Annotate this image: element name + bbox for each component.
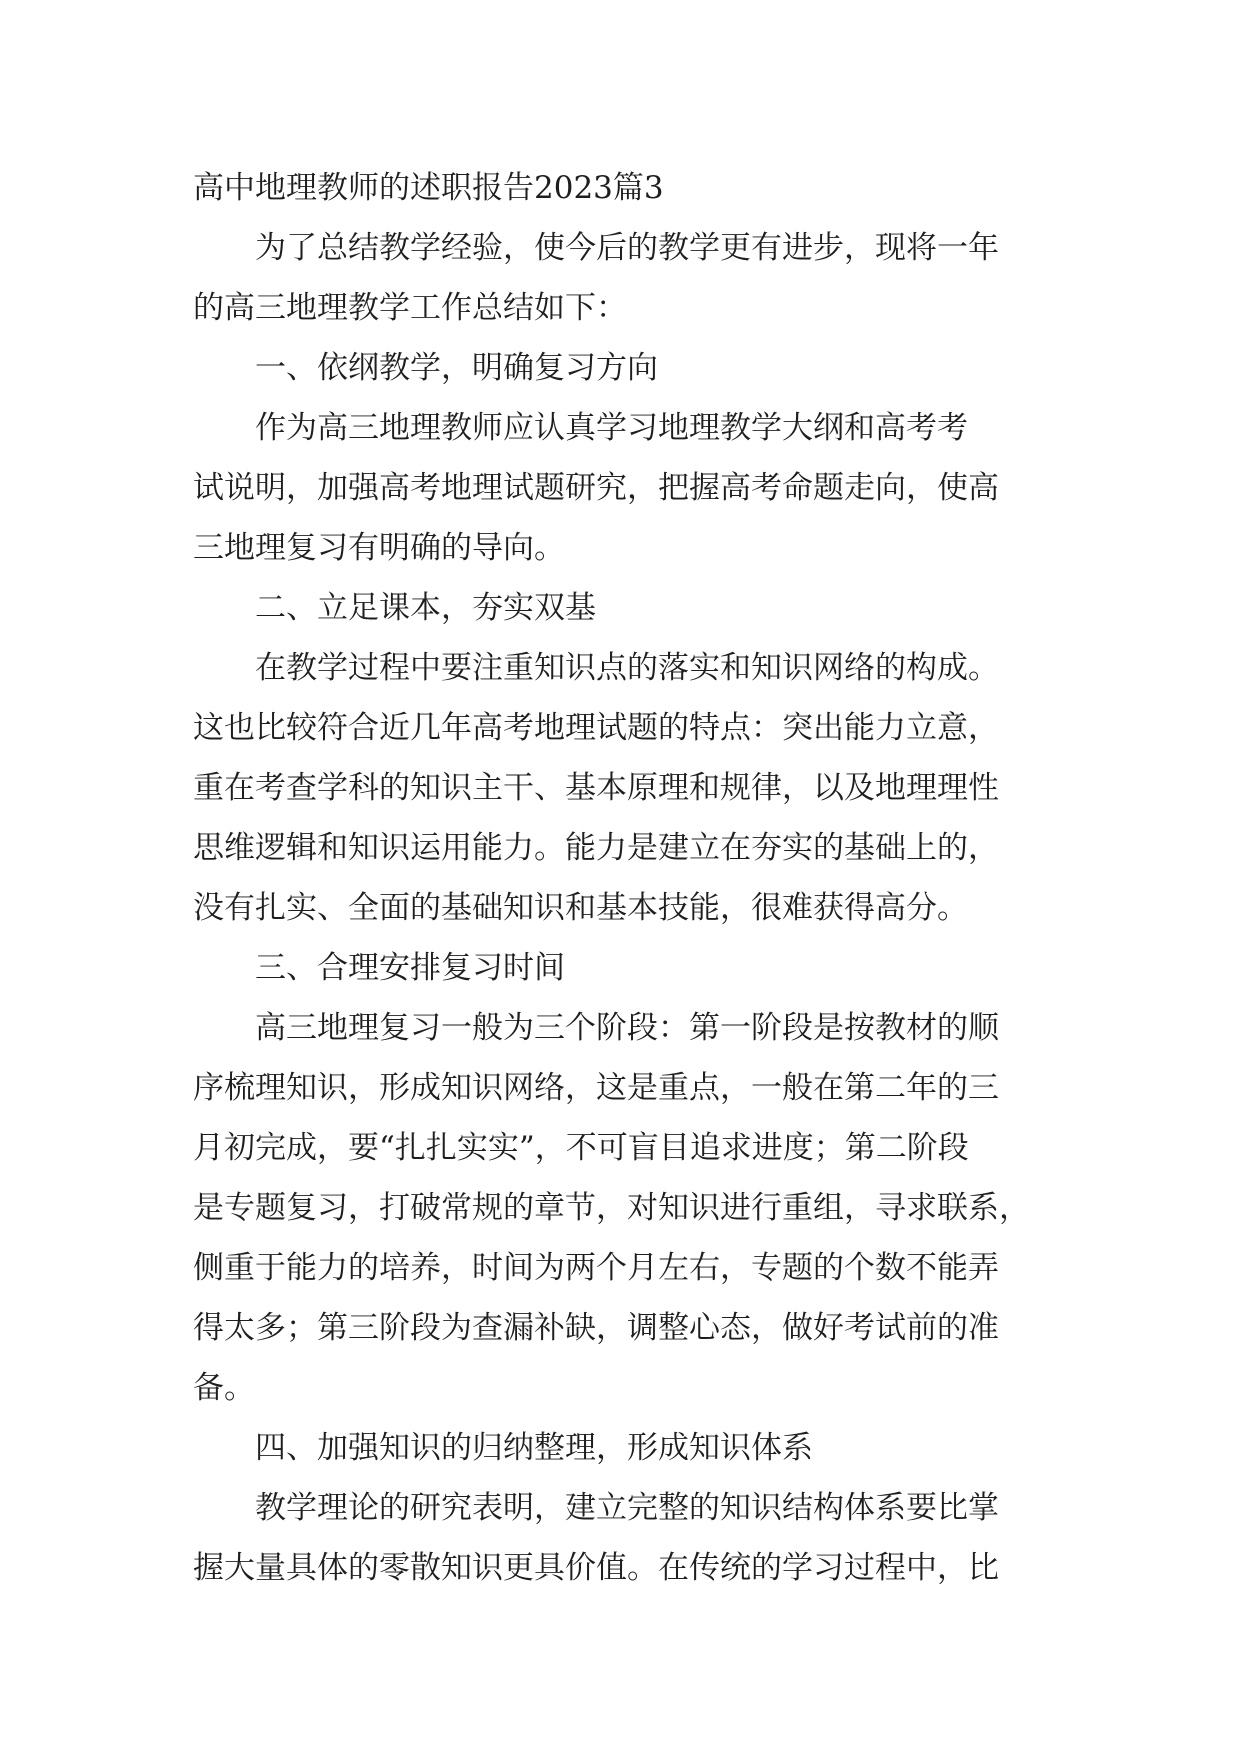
section-heading-3: 三、合理安排复习时间 (255, 950, 565, 986)
body-line: 试说明，加强高考地理试题研究，把握高考命题走向，使高 (193, 470, 999, 506)
body-line: 备。 (193, 1370, 255, 1406)
body-line: 没有扎实、全面的基础知识和基本技能，很难获得高分。 (193, 890, 968, 926)
body-line: 在教学过程中要注重知识点的落实和知识网络的构成。 (255, 650, 999, 686)
body-line: 月初完成，要“扎扎实实”，不可盲目追求进度；第二阶段 (193, 1130, 969, 1166)
document-title: 高中地理教师的述职报告2023篇3 (193, 170, 664, 206)
section-heading-4: 四、加强知识的归纳整理，形成知识体系 (255, 1430, 813, 1466)
section-heading-1: 一、依纲教学，明确复习方向 (255, 350, 658, 386)
body-line: 得太多；第三阶段为查漏补缺，调整心态，做好考试前的准 (193, 1310, 999, 1346)
body-line: 这也比较符合近几年高考地理试题的特点：突出能力立意， (193, 710, 999, 746)
body-line: 三地理复习有明确的导向。 (193, 530, 565, 566)
body-line: 重在考查学科的知识主干、基本原理和规律，以及地理理性 (193, 770, 999, 806)
body-line: 的高三地理教学工作总结如下： (193, 290, 627, 326)
body-line: 侧重于能力的培养，时间为两个月左右，专题的个数不能弄 (193, 1250, 999, 1286)
body-line: 为了总结教学经验，使今后的教学更有进步，现将一年 (255, 230, 999, 266)
body-line: 作为高三地理教师应认真学习地理教学大纲和高考考 (255, 410, 968, 446)
section-heading-2: 二、立足课本，夯实双基 (255, 590, 596, 626)
body-line: 思维逻辑和知识运用能力。能力是建立在夯实的基础上的， (193, 830, 999, 866)
body-line: 序梳理知识，形成知识网络，这是重点，一般在第二年的三 (193, 1070, 999, 1106)
body-line: 握大量具体的零散知识更具价值。在传统的学习过程中，比 (193, 1550, 999, 1586)
body-line: 教学理论的研究表明，建立完整的知识结构体系要比掌 (255, 1490, 999, 1526)
body-line: 高三地理复习一般为三个阶段：第一阶段是按教材的顺 (255, 1010, 999, 1046)
body-line: 是专题复习，打破常规的章节，对知识进行重组，寻求联系， (193, 1190, 1030, 1226)
